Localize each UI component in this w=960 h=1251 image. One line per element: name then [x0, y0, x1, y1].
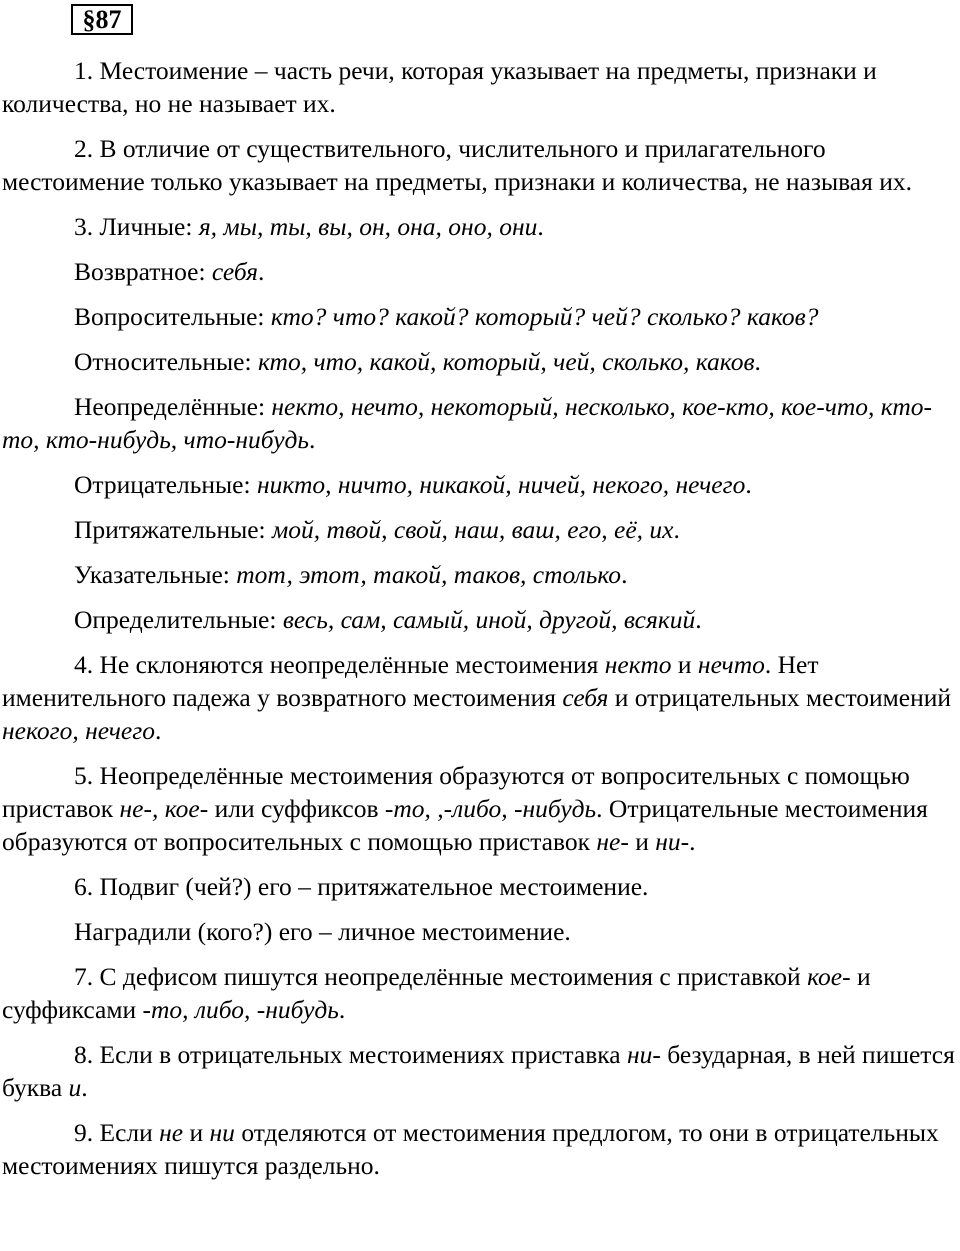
paragraph-text: Наградили (кого?) его – личное местоимение.: [74, 917, 571, 946]
italic-example-text: я, мы, ты, вы, он, она, оно, они: [198, 212, 538, 241]
paragraph: [2, 915, 958, 948]
italic-example-text: некто: [604, 650, 672, 679]
italic-example-text: себя: [211, 257, 258, 286]
paragraph-text: 8. Если в отрицательных местоимениях приставка: [74, 1040, 627, 1069]
paragraph-text: .: [673, 515, 680, 544]
paragraph-text: .: [745, 470, 752, 499]
paragraph-text: Неопределённые:: [74, 392, 272, 421]
italic-example-text: кое-: [807, 962, 851, 991]
paragraph-text: и: [671, 650, 698, 679]
paragraph: [2, 603, 958, 636]
paragraph-text: 9. Если: [74, 1118, 160, 1147]
italic-example-text: ни: [209, 1118, 235, 1147]
paragraph-text: 7. С дефисом пишутся неопределённые местоимения с приставкой: [74, 962, 808, 991]
paragraph-text: Возвратное:: [74, 257, 212, 286]
italic-example-text: весь, сам, самый, иной, другой, всякий: [282, 605, 696, 634]
paragraph-text: отделяются от местоимения предлогом, то они в отрицательных местоимениях пишутся раздельно.: [2, 1118, 939, 1180]
italic-example-text: не-, кое-: [119, 794, 209, 823]
paragraph: [2, 513, 958, 546]
italic-example-text: некого, нечего: [2, 716, 155, 745]
paragraph-text: или суффиксов -: [208, 794, 394, 823]
paragraph-text: Вопросительные:: [74, 302, 271, 331]
paragraph-text: .: [338, 995, 346, 1024]
paragraph-text: 2. В отличие от существительного, числительного и прилагательного местоимение только указывает на предметы, признаки и количества, не называя их.: [2, 134, 912, 196]
paragraph-text: 5. Неопределённые местоимения образуются от вопросительных с помощью приставок: [2, 761, 910, 823]
paragraph-text: и: [628, 827, 656, 856]
italic-example-text: -то, либо, -нибудь: [142, 995, 339, 1024]
document-body: [2, 54, 958, 1194]
italic-example-text: не: [159, 1118, 184, 1147]
paragraph-text: 1. Местоимение – часть речи, которая указывает на предметы, признаки и количества, но не называет их.: [2, 56, 877, 118]
italic-example-text: некто, нечто, некоторый, несколько, кое-кто, кое-что, кто-то, кто-нибудь, что-нибудь: [2, 392, 933, 454]
italic-example-text: мой, твой, свой, наш, ваш, его, её, их: [272, 515, 674, 544]
paragraph-text: .: [695, 605, 702, 634]
paragraph-text: .: [689, 827, 696, 856]
paragraph-text: .: [621, 560, 628, 589]
paragraph: [2, 468, 958, 501]
paragraph: [2, 255, 958, 288]
paragraph-text: Отрицательные:: [74, 470, 257, 499]
italic-example-text: нечто: [697, 650, 765, 679]
paragraph: [2, 960, 958, 1026]
paragraph: [2, 558, 958, 591]
paragraph-text: и суффиксами: [2, 962, 871, 1024]
paragraph-text: . Нет именительного падежа у возвратного местоимения: [2, 650, 819, 712]
italic-example-text: ни-: [655, 827, 690, 856]
section-number-badge: §87: [71, 4, 133, 35]
paragraph-text: 3. Личные:: [74, 212, 199, 241]
paragraph-text: .: [537, 212, 544, 241]
paragraph-text: Относительные:: [74, 347, 258, 376]
italic-example-text: тот, этот, такой, таков, столько: [236, 560, 622, 589]
paragraph: [2, 648, 958, 747]
italic-example-text: кто, что, какой, который, чей, сколько, каков: [257, 347, 755, 376]
paragraph: [2, 1038, 958, 1104]
paragraph: [2, 870, 958, 903]
italic-example-text: то, ,-либо, -нибудь: [393, 794, 597, 823]
paragraph-text: .: [81, 1073, 88, 1102]
paragraph-text: 4. Не склоняются неопределённые местоимения: [74, 650, 605, 679]
paragraph-text: безударная, в ней пишется буква: [2, 1040, 955, 1102]
paragraph: [2, 54, 958, 120]
paragraph-text: 6. Подвиг (чей?) его – притяжательное местоимение.: [74, 872, 649, 901]
paragraph-text: и: [183, 1118, 210, 1147]
italic-example-text: и: [68, 1073, 82, 1102]
italic-example-text: не-: [596, 827, 629, 856]
paragraph: [2, 210, 958, 243]
paragraph-text: .: [154, 716, 162, 745]
paragraph-text: и отрицательных местоимений: [608, 683, 952, 712]
italic-example-text: себя: [562, 683, 609, 712]
paragraph: [2, 759, 958, 858]
paragraph: [2, 345, 958, 378]
paragraph-text: Определительные:: [74, 605, 283, 634]
paragraph-text: Притяжательные:: [74, 515, 272, 544]
paragraph-text: .: [309, 425, 316, 454]
paragraph: [2, 390, 958, 456]
paragraph-text: .: [257, 257, 265, 286]
paragraph: [2, 1116, 958, 1182]
paragraph-text: . Отрицательные местоимения образуются от вопросительных с помощью приставок: [2, 794, 928, 856]
italic-example-text: никто, ничто, никакой, ничей, некого, нечего: [256, 470, 746, 499]
italic-example-text: кто? что? какой? который? чей? сколько? каков?: [270, 302, 819, 331]
italic-example-text: ни-: [626, 1040, 661, 1069]
paragraph-text: .: [754, 347, 761, 376]
paragraph-text: Указательные:: [74, 560, 237, 589]
paragraph: [2, 132, 958, 198]
paragraph: [2, 300, 958, 333]
